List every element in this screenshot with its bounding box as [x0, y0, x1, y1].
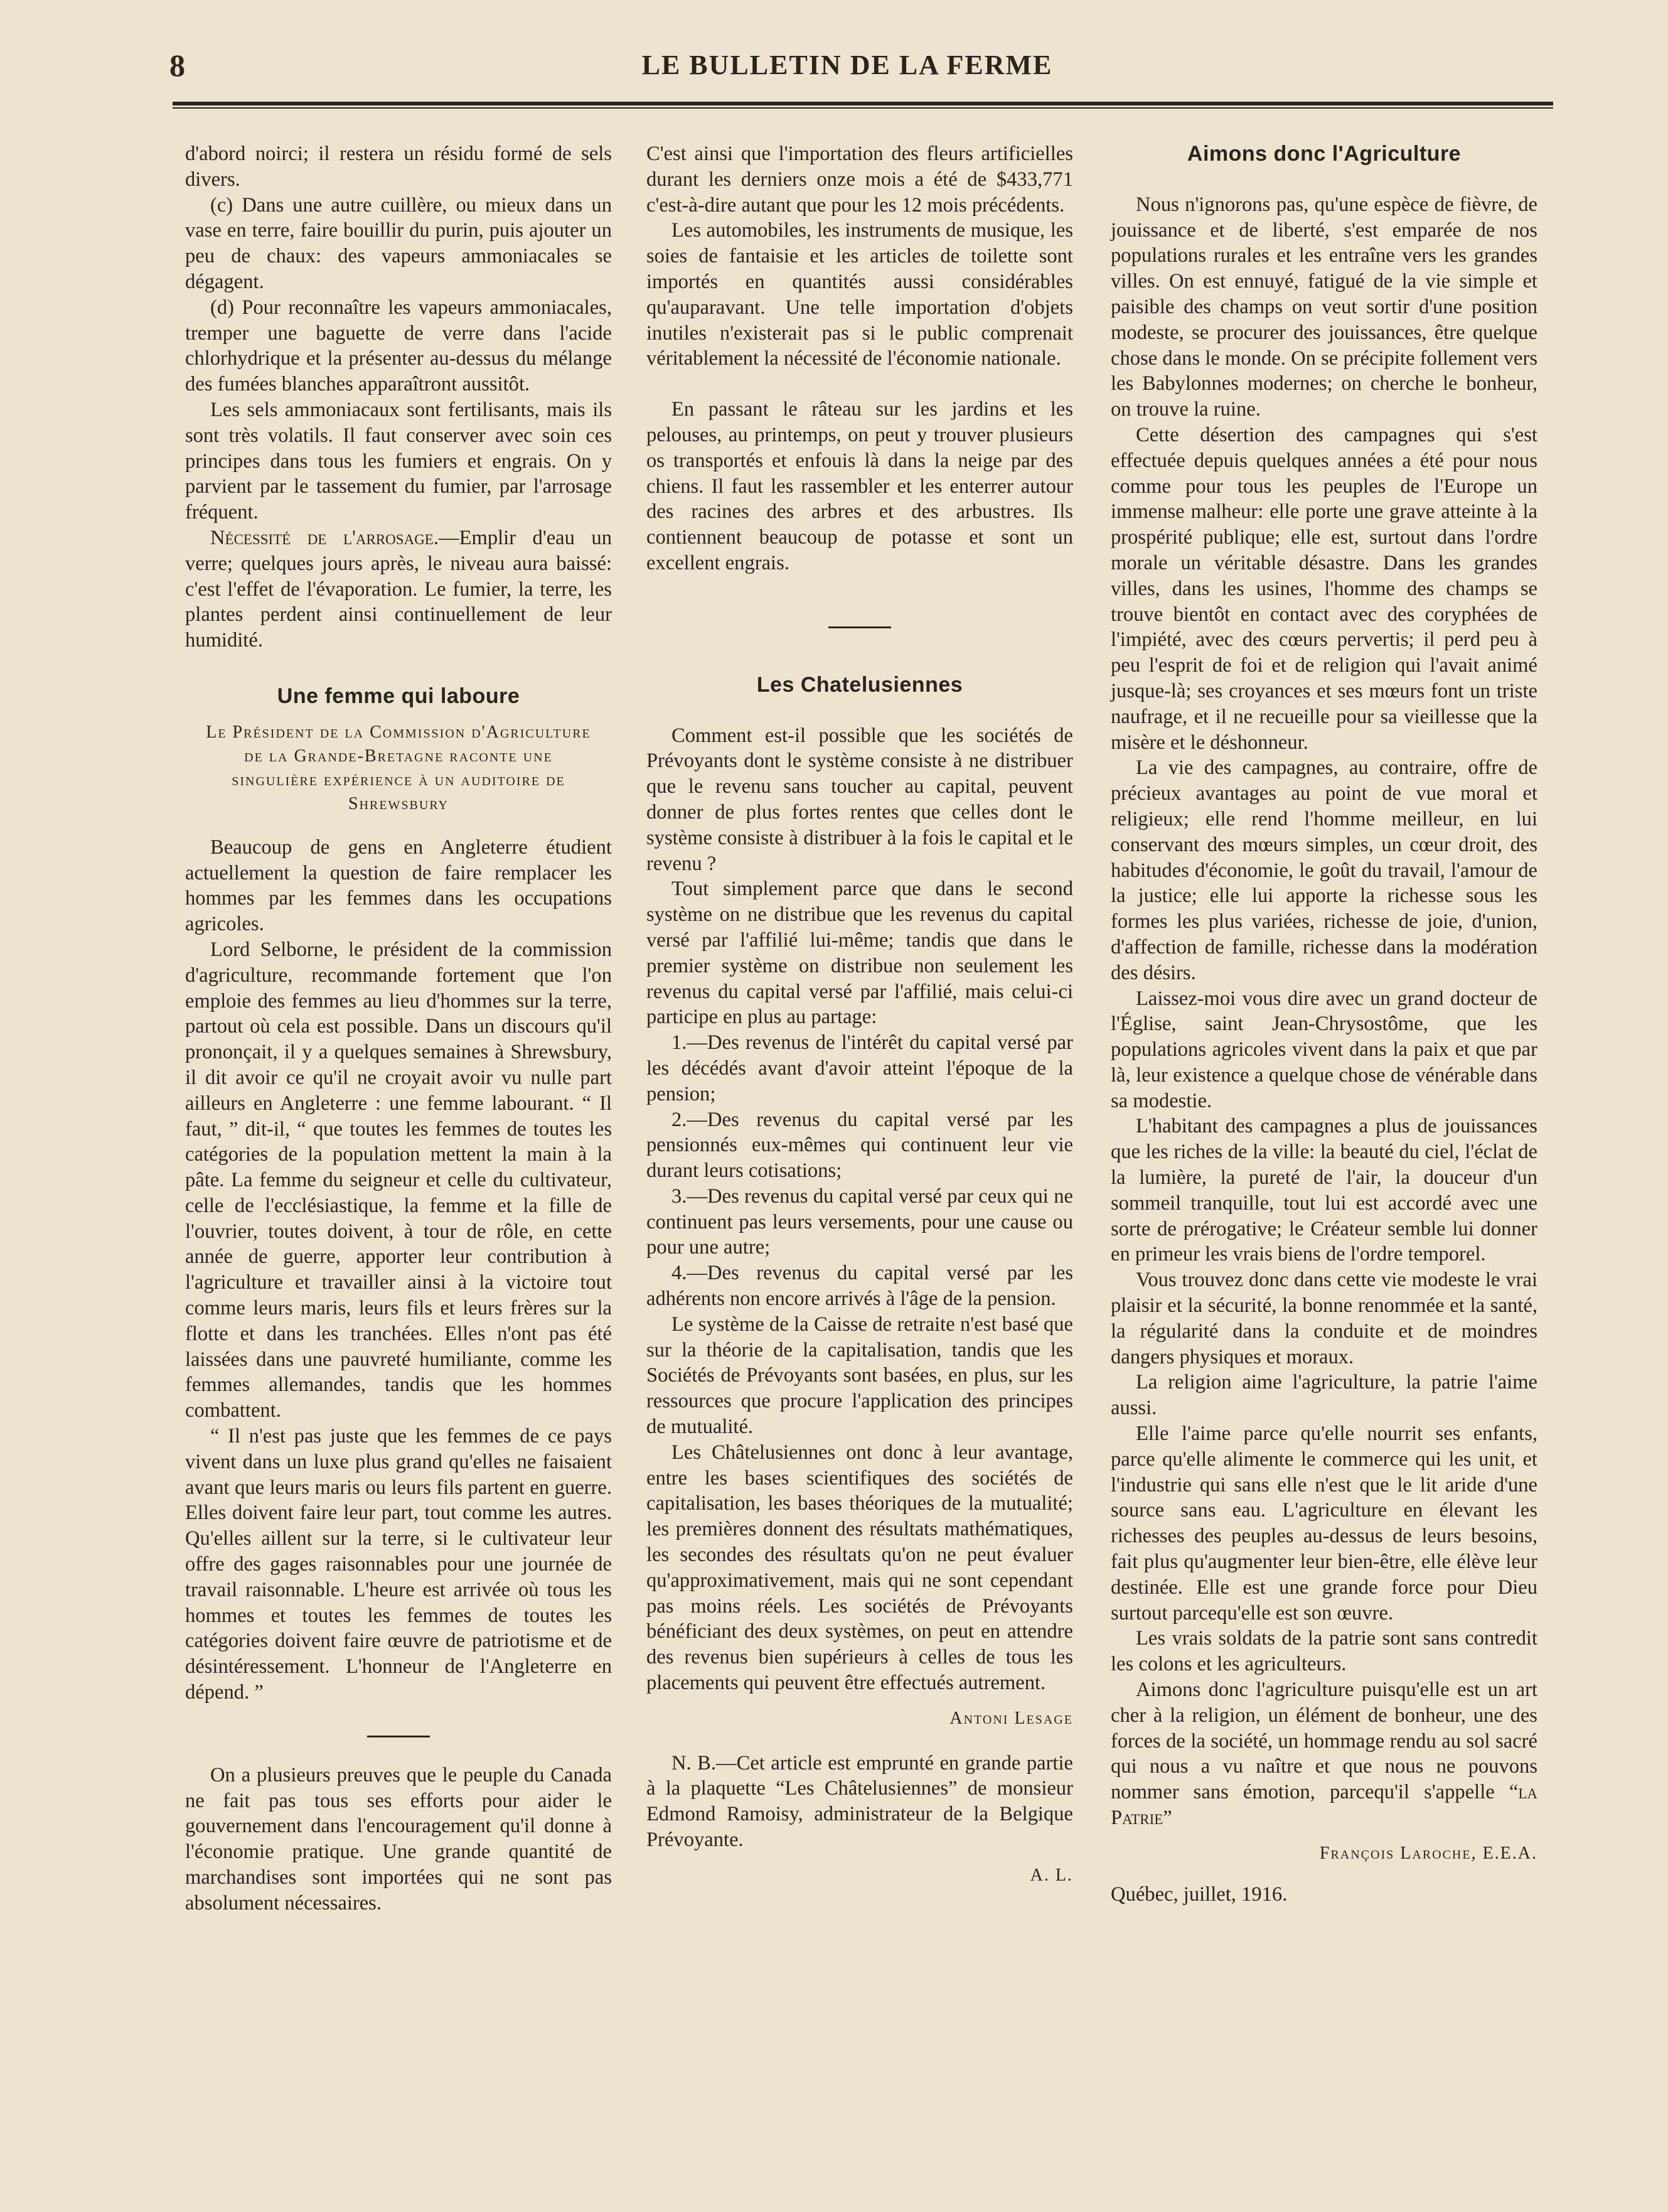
column-right: [1111, 141, 1537, 1907]
paragraph: Comment est-il possible que les sociétés de Prévoyants dont le système consiste à ne distribuer que le revenu sans toucher au capital, peuvent donner de plus fortes rentes que celles dont le système consiste à distribuer à la fois le capital et le revenu ?: [646, 724, 1073, 875]
paragraph: Le système de la Caisse de retraite n'est basé que sur la théorie de la capitalisation, tandis que les Sociétés de Prévoyants sont basées, en plus, sur les ressources que procure l'application des principes de mutualité.: [646, 1313, 1073, 1439]
paragraph: Lord Selborne, le président de la commission d'agriculture, recommande fortement que l'on emploie des femmes au lieu d'hommes sur la terre, partout où cela est possible. Dans un discours qu'il prononçait, il y a quelques semaines à Shrewsbury, il dit avoir ce qu'il ne croyait avoir vu nulle part ailleurs en Angleterre : une femme labourant. “ Il faut, ” dit-il, “ que toutes les femmes de toutes les catégories de la population mettent la main à la pâte. La femme du seigneur et celle du cultivateur, celle de l'ecclésiastique, la femme et la fille de l'ouvrier, toutes doivent, à tour de rôle, en cette année de guerre, apporter leur contribution à l'agriculture et travailler ainsi à la victoire tout comme leurs maris, leurs fils et leurs frères sur la flotte et dans les tranchées. Elles n'ont pas été laissées dans une pauvreté humiliante, comme les femmes allemandes, tandis que les hommes combattent.: [185, 938, 612, 1422]
paragraph: [1111, 1677, 1537, 1831]
paragraph: C'est ainsi que l'importation des fleurs artificielles durant les derniers onze mois a été de $433,771 c'est-à-dire autant que pour les 12 mois précédents.: [646, 142, 1073, 217]
paragraph: 4.—Des revenus du capital versé par les adhérents non encore arrivés à l'âge de la pension.: [646, 1262, 1073, 1311]
paragraph: Elle l'aime parce qu'elle nourrit ses enfants, parce qu'elle alimente le commerce qui les unit, et l'industrie qui sans elle n'est que le lit aride d'une source sans eau. L'agriculture en élevant les richesses des peuples au-dessus de leurs besoins, fait plus qu'augmenter leur bien-être, elle élève leur destinée. Elle est une grande force pour Dieu surtout parcequ'elle est son œuvre.: [1111, 1422, 1537, 1624]
paragraph: Nous n'ignorons pas, qu'une espèce de fièvre, de jouissance et de liberté, s'est emparée de nos populations rurales et les entraîne vers les grandes villes. On est ennuyé, fatigué de la vie simple et paisible des champs on veut sortir d'une position modeste, se procurer des jouissances, être quelque chose dans le monde. On se précipite follement vers les Babylonnes modernes; on cherche le bonheur, on trouve la ruine.: [1111, 193, 1537, 421]
paragraph-text: Aimons donc l'agriculture puisqu'elle est un art cher à la religion, un élément de bonheur, une des forces de la société, un hommage rendu au sol sacré qui nous a vu naître et que nous ne pouvons nommer sans émotion, parcequ'il s'appelle: [1111, 1678, 1537, 1804]
paragraph: Beaucoup de gens en Angleterre étudient actuellement la question de faire remplacer les hommes par les femmes dans les occupations agricoles.: [185, 835, 612, 936]
paragraph-nb: N. B.—Cet article est emprunté en grande partie à la plaquette “Les Châtelusiennes” de monsieur Edmond Ramoisy, administrateur de la Belgique Prévoyante.: [646, 1751, 1073, 1852]
la-patrie: “la Patrie”: [1111, 1781, 1537, 1829]
paragraph: L'habitant des campagnes a plus de jouissances que les riches de la ville: la beauté du ciel, l'éclat de la lumière, la pureté de l'air, la douceur d'un sommeil tranquille, tout lui est accordé avec une sorte de prérogative; le Créateur semble lui donner en primeur les vrais biens de l'ordre temporel.: [1111, 1115, 1537, 1266]
paragraph: Les sels ammoniacaux sont fertilisants, mais ils sont très volatils. Il faut conserver avec soin ces principes dans tous les fumiers et engrais. On y parvient par le tassement du fumier, par l'arrosage fréquent.: [185, 398, 612, 524]
paragraph: (d) Pour reconnaître les vapeurs ammoniacales, tremper une baguette de verre dans l'acide chlorhydrique et la présenter au-dessus du mélange des fumées blanches apparaîtront aussitôt.: [185, 296, 612, 396]
article-title-chatelusiennes: Les Chatelusiennes: [756, 672, 963, 697]
paragraph: Les automobiles, les instruments de musique, les soies de fantaisie et les articles de toilette sont importés en quantités aussi considérables qu'auparavant. Une telle importation d'objets inutiles n'existerait pas si le public comprenait véritablement la nécessité de l'économie nationale.: [646, 219, 1073, 370]
paragraph: On a plusieurs preuves que le peuple du Canada ne fait pas tous ses efforts pour aider le gouvernement dans l'encouragement qu'il donne à l'économie pratique. Une grande quantité de marchandises sont importées qui ne sont pas absolument nécessaires.: [185, 1763, 612, 1914]
paragraph: d'abord noirci; il restera un résidu formé de sels divers.: [185, 142, 612, 191]
article-title-agriculture: Aimons donc l'Agriculture: [1187, 142, 1462, 166]
paragraph: (c) Dans une autre cuillère, ou mieux dans un vase en terre, faire bouillir du purin, puis ajouter un peu de chaux: des vapeurs ammoniacales se dégagent.: [185, 193, 612, 293]
column-middle: [646, 141, 1073, 1889]
signature-laroche: François Laroche, E.E.A.: [1319, 1843, 1537, 1863]
running-head: LE BULLETIN DE LA FERME: [641, 50, 1053, 80]
paragraph: Cette désertion des campagnes qui s'est effectuée depuis quelques années a été pour nous comme pour tous les peuples de l'Europe un immense malheur: elle porte une grave atteinte à la prospérité publique; elle est, surtout dans l'ordre morale un véritable désastre. Dans les grandes villes, dans les usines, l'homme des champs se trouve bientôt en contact avec des coryphées de l'impiété, avec des cœurs pervertis; il perd peu à peu l'esprit de foi et de religion qui l'avait animé jusque-là; ses croyances et ses mœurs font un triste naufrage, et il ne recueille pour sa vieillesse que la misère et le déshonneur.: [1111, 423, 1537, 754]
signature-lesage: Antoni Lesage: [949, 1708, 1073, 1728]
article-title-femme: Une femme qui laboure: [277, 684, 520, 708]
paragraph: 2.—Des revenus du capital versé par les pensionnés eux-mêmes qui continuent leur vie durant leurs cotisations;: [646, 1108, 1073, 1183]
paragraph: En passant le râteau sur les jardins et les pelouses, au printemps, on peut y trouver plusieurs os transportés et enfouis là dans la neige par des chiens. Il faut les rassembler et les enterrer autour des racines des arbres et des arbustres. Ils contiennent beaucoup de potasse et sont un excellent engrais.: [646, 398, 1073, 574]
paragraph: La vie des campagnes, au contraire, offre de précieux avantages au point de vue moral et religieux; elle rend l'homme meilleur, en lui conservant des mœurs simples, un cœur droit, des habitudes d'économie, le goût du travail, l'amour de la justice; elle lui apporte la richesse sous les formes les plus variées, richesse de joie, d'union, d'affection de famille, richesse dans la modération des désirs.: [1111, 756, 1537, 984]
column-left: [185, 141, 612, 1916]
paragraph: Laissez-moi vous dire avec un grand docteur de l'Église, saint Jean-Chrysostôme, que les populations agricoles vivent dans la paix et que par là, leur existence a quelque chose de vénérable dans sa modestie.: [1111, 987, 1537, 1112]
paragraph: Les vrais soldats de la patrie sont sans contredit les colons et les agriculteurs.: [1111, 1627, 1537, 1676]
paragraph-text: —Emplir d'eau un verre; quelques jours après, le niveau aura baissé: c'est l'effet de l'évaporation. Le fumier, la terre, les plantes perdent ainsi continuellement de leur humidité.: [185, 526, 612, 652]
paragraph: Tout simplement parce que dans le second système on ne distribue que les revenus du capital versé par l'affilié lui-même; tandis que dans le premier système on distribue non seulement les revenus du capital versé par l'affilié, mais celui-ci participe en plus au partage:: [646, 878, 1073, 1029]
paragraph: La religion aime l'agriculture, la patrie l'aime aussi.: [1111, 1371, 1537, 1420]
paragraph: [185, 525, 612, 653]
paragraph: Les Châtelusiennes ont donc à leur avantage, entre les bases scientifiques des sociétés de capitalisation, les bases théoriques de la mutualité; les premières donnent des résultats mathématiques, les secondes des résultats qu'on ne peut évaluer qu'approximativement, mais qui ne sont cependant pas moins réels. Les sociétés de Prévoyants bénéficiant des deux systèmes, on peut en attendre des revenus bien supérieurs à celles de tous les placements qui peuvent être effectués autrement.: [646, 1441, 1073, 1695]
header-rule: [173, 102, 1553, 109]
place-date: Québec, juillet, 1916.: [1111, 1882, 1288, 1906]
signature-al: A. L.: [1030, 1865, 1073, 1885]
paragraph: “ Il n'est pas juste que les femmes de ce pays vivent dans un luxe plus grand qu'elles ne faisaient avant que leurs maris ou leurs fils partent en guerre. Elles doivent faire leur part, tout comme les autres. Qu'elles aillent sur la terre, si le cultivateur leur offre des gages raisonnables pour une journée de travail raisonnable. L'heure est arrivée où tous les hommes et toutes les femmes de toutes les catégories doivent faire œuvre de patriotisme et de désintéressement. L'honneur de l'Angleterre en dépend. ”: [185, 1425, 612, 1704]
run-in-heading: Nécessité de l'arrosage.: [210, 526, 439, 549]
article-deck: Le Président de la Commission d'Agriculture de la Grande-Bretagne raconte une singulière expérience à un auditoire de Shrewsbury: [206, 722, 591, 813]
paragraph: 3.—Des revenus du capital versé par ceux qui ne continuent pas leurs versements, pour une cause ou pour une autre;: [646, 1184, 1073, 1259]
page-number: 8: [169, 48, 185, 83]
paragraph: Vous trouvez donc dans cette vie modeste le vrai plaisir et la sécurité, la bonne renommée et la santé, la régularité dans la conduite et de moindres dangers physiques et moraux.: [1111, 1269, 1537, 1368]
paragraph: 1.—Des revenus de l'intérêt du capital versé par les décédés avant d'avoir atteint l'époque de la pension;: [646, 1031, 1073, 1105]
